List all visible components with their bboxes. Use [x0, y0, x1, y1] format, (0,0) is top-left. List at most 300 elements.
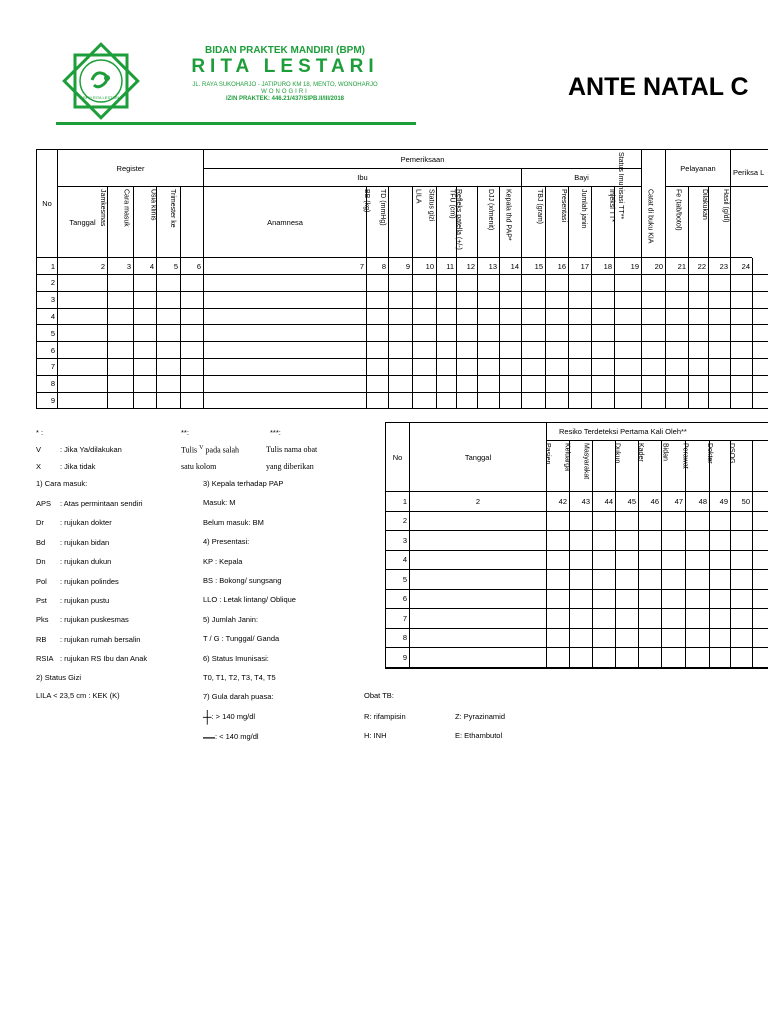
- risk-data-cell[interactable]: [409, 531, 546, 551]
- risk-data-cell[interactable]: [685, 531, 709, 551]
- data-cell[interactable]: [521, 275, 545, 292]
- risk-data-cell[interactable]: [546, 629, 569, 649]
- data-cell[interactable]: [203, 393, 366, 410]
- risk-data-cell[interactable]: [592, 512, 615, 532]
- data-cell[interactable]: [133, 292, 156, 309]
- data-cell[interactable]: [545, 376, 568, 393]
- risk-data-cell[interactable]: [685, 648, 709, 668]
- data-cell[interactable]: [591, 292, 614, 309]
- data-cell[interactable]: [436, 359, 456, 376]
- risk-data-cell[interactable]: [661, 570, 685, 590]
- data-cell[interactable]: [708, 393, 730, 410]
- data-cell[interactable]: [366, 309, 388, 326]
- data-cell[interactable]: [477, 342, 499, 359]
- data-cell[interactable]: [388, 309, 412, 326]
- data-cell[interactable]: [477, 393, 499, 410]
- risk-data-cell[interactable]: [661, 609, 685, 629]
- data-cell[interactable]: [203, 376, 366, 393]
- data-cell[interactable]: [591, 342, 614, 359]
- risk-data-cell[interactable]: [685, 609, 709, 629]
- data-cell[interactable]: [156, 376, 180, 393]
- data-cell[interactable]: [57, 393, 107, 410]
- data-cell[interactable]: [57, 376, 107, 393]
- data-cell[interactable]: [688, 393, 708, 410]
- risk-data-cell[interactable]: [592, 648, 615, 668]
- data-cell[interactable]: [133, 376, 156, 393]
- data-cell[interactable]: [641, 359, 665, 376]
- data-cell[interactable]: [752, 393, 768, 410]
- data-cell[interactable]: [203, 309, 366, 326]
- data-cell[interactable]: [752, 275, 768, 292]
- data-cell[interactable]: [388, 325, 412, 342]
- data-cell[interactable]: [591, 325, 614, 342]
- data-cell[interactable]: [521, 359, 545, 376]
- data-cell[interactable]: [521, 342, 545, 359]
- risk-data-cell[interactable]: [709, 648, 730, 668]
- data-cell[interactable]: [477, 325, 499, 342]
- data-cell[interactable]: [107, 275, 133, 292]
- risk-data-cell[interactable]: [709, 590, 730, 610]
- data-cell[interactable]: [614, 325, 641, 342]
- risk-data-cell[interactable]: [709, 570, 730, 590]
- risk-data-cell[interactable]: [638, 570, 661, 590]
- data-cell[interactable]: [456, 325, 477, 342]
- risk-data-cell[interactable]: [752, 609, 768, 629]
- data-cell[interactable]: [107, 359, 133, 376]
- data-cell[interactable]: [388, 342, 412, 359]
- data-cell[interactable]: [568, 292, 591, 309]
- risk-data-cell[interactable]: [685, 512, 709, 532]
- risk-data-cell[interactable]: [546, 648, 569, 668]
- data-cell[interactable]: [591, 393, 614, 410]
- risk-data-cell[interactable]: [730, 570, 752, 590]
- data-cell[interactable]: [614, 292, 641, 309]
- data-cell[interactable]: [107, 309, 133, 326]
- risk-data-cell[interactable]: [592, 570, 615, 590]
- data-cell[interactable]: [477, 292, 499, 309]
- data-cell[interactable]: [180, 376, 203, 393]
- data-cell[interactable]: [568, 393, 591, 410]
- risk-data-cell[interactable]: [569, 629, 592, 649]
- data-cell[interactable]: [614, 342, 641, 359]
- data-cell[interactable]: [665, 359, 688, 376]
- risk-data-cell[interactable]: [546, 551, 569, 571]
- data-cell[interactable]: [591, 309, 614, 326]
- data-cell[interactable]: [203, 359, 366, 376]
- clinic-address: JL. RAYA SUKOHARJO - JATIPURO KM 18, MENTO, WONOHARJO: [192, 82, 378, 88]
- data-cell[interactable]: [412, 359, 436, 376]
- data-cell[interactable]: [436, 325, 456, 342]
- data-cell[interactable]: [107, 342, 133, 359]
- data-cell[interactable]: [499, 275, 521, 292]
- data-cell[interactable]: [521, 393, 545, 410]
- data-cell[interactable]: [57, 325, 107, 342]
- data-cell[interactable]: [708, 376, 730, 393]
- data-cell[interactable]: [499, 393, 521, 410]
- data-cell[interactable]: [180, 325, 203, 342]
- data-cell[interactable]: [436, 292, 456, 309]
- data-cell[interactable]: [665, 292, 688, 309]
- col-header-rotated: [608, 187, 641, 258]
- risk-data-cell[interactable]: [730, 531, 752, 551]
- data-cell[interactable]: [57, 309, 107, 326]
- risk-data-cell[interactable]: [709, 551, 730, 571]
- risk-data-cell[interactable]: [638, 648, 661, 668]
- risk-data-cell[interactable]: [685, 570, 709, 590]
- risk-data-cell[interactable]: [730, 551, 752, 571]
- data-cell[interactable]: [180, 393, 203, 410]
- data-cell[interactable]: [499, 292, 521, 309]
- data-cell[interactable]: [366, 393, 388, 410]
- risk-data-cell[interactable]: [592, 629, 615, 649]
- data-cell[interactable]: [107, 325, 133, 342]
- data-cell[interactable]: [499, 325, 521, 342]
- data-cell[interactable]: [133, 275, 156, 292]
- data-cell[interactable]: [133, 393, 156, 410]
- data-cell[interactable]: [456, 292, 477, 309]
- data-cell[interactable]: [107, 292, 133, 309]
- data-cell[interactable]: [477, 309, 499, 326]
- data-cell[interactable]: [752, 376, 768, 393]
- risk-data-cell[interactable]: [569, 570, 592, 590]
- risk-data-cell[interactable]: [709, 531, 730, 551]
- data-cell[interactable]: [388, 292, 412, 309]
- data-cell[interactable]: [456, 309, 477, 326]
- risk-data-cell[interactable]: [661, 648, 685, 668]
- legend-code-text: : Atas permintaan sendiri: [60, 499, 143, 508]
- risk-data-cell[interactable]: [409, 590, 546, 610]
- risk-data-cell[interactable]: [409, 609, 546, 629]
- risk-data-cell[interactable]: [752, 512, 768, 532]
- data-cell[interactable]: [591, 275, 614, 292]
- data-cell[interactable]: [456, 376, 477, 393]
- data-cell[interactable]: [545, 309, 568, 326]
- data-cell[interactable]: [436, 393, 456, 410]
- data-cell[interactable]: [156, 325, 180, 342]
- legend-item: BS : Bokong/ sungsang: [203, 576, 282, 585]
- risk-data-cell[interactable]: [730, 512, 752, 532]
- risk-data-cell[interactable]: [752, 570, 768, 590]
- data-cell[interactable]: [708, 342, 730, 359]
- document-title: ANTE NATAL C: [568, 73, 749, 101]
- data-cell[interactable]: [412, 309, 436, 326]
- data-cell[interactable]: [614, 393, 641, 410]
- data-cell[interactable]: [730, 292, 752, 309]
- data-cell[interactable]: [708, 275, 730, 292]
- data-cell[interactable]: [499, 359, 521, 376]
- risk-data-cell[interactable]: [615, 590, 638, 610]
- data-cell[interactable]: [477, 359, 499, 376]
- risk-data-cell[interactable]: [592, 551, 615, 571]
- data-cell[interactable]: [730, 325, 752, 342]
- data-cell[interactable]: [545, 393, 568, 410]
- data-cell[interactable]: [708, 292, 730, 309]
- risk-data-cell[interactable]: [615, 570, 638, 590]
- data-cell[interactable]: [708, 325, 730, 342]
- data-cell[interactable]: [665, 376, 688, 393]
- risk-data-cell[interactable]: [546, 590, 569, 610]
- data-cell[interactable]: [641, 393, 665, 410]
- risk-data-cell[interactable]: [592, 609, 615, 629]
- data-cell[interactable]: [614, 275, 641, 292]
- data-cell[interactable]: [203, 325, 366, 342]
- risk-data-cell[interactable]: [685, 590, 709, 610]
- data-cell[interactable]: [133, 309, 156, 326]
- data-cell[interactable]: [591, 359, 614, 376]
- data-cell[interactable]: [456, 359, 477, 376]
- data-cell[interactable]: [57, 292, 107, 309]
- risk-data-cell[interactable]: [638, 609, 661, 629]
- data-cell[interactable]: [614, 359, 641, 376]
- data-cell[interactable]: [545, 359, 568, 376]
- data-cell[interactable]: [388, 275, 412, 292]
- risk-data-cell[interactable]: [409, 629, 546, 649]
- data-cell[interactable]: [708, 359, 730, 376]
- risk-data-cell[interactable]: [752, 551, 768, 571]
- data-cell[interactable]: [456, 275, 477, 292]
- risk-data-cell[interactable]: [615, 551, 638, 571]
- data-cell[interactable]: [641, 292, 665, 309]
- data-cell[interactable]: [688, 359, 708, 376]
- data-cell[interactable]: [499, 309, 521, 326]
- data-cell[interactable]: [107, 393, 133, 410]
- risk-data-cell[interactable]: [569, 590, 592, 610]
- data-cell[interactable]: [388, 359, 412, 376]
- data-cell[interactable]: [133, 359, 156, 376]
- data-cell[interactable]: [545, 325, 568, 342]
- risk-data-cell[interactable]: [569, 551, 592, 571]
- risk-data-cell[interactable]: [709, 609, 730, 629]
- data-cell[interactable]: [388, 393, 412, 410]
- data-cell[interactable]: [366, 376, 388, 393]
- data-cell[interactable]: [641, 376, 665, 393]
- risk-data-cell[interactable]: [661, 512, 685, 532]
- risk-data-cell[interactable]: [409, 570, 546, 590]
- data-cell[interactable]: [688, 292, 708, 309]
- data-cell[interactable]: [366, 325, 388, 342]
- risk-column-number-cell: 42: [546, 492, 569, 512]
- data-cell[interactable]: [752, 309, 768, 326]
- data-cell[interactable]: [156, 359, 180, 376]
- data-cell[interactable]: [156, 309, 180, 326]
- data-cell[interactable]: [412, 325, 436, 342]
- data-cell[interactable]: [156, 275, 180, 292]
- risk-data-cell[interactable]: [615, 531, 638, 551]
- data-cell[interactable]: [568, 359, 591, 376]
- risk-data-cell[interactable]: [638, 531, 661, 551]
- data-cell[interactable]: [499, 342, 521, 359]
- data-cell[interactable]: [180, 275, 203, 292]
- risk-data-cell[interactable]: [661, 551, 685, 571]
- legend-tulis-2: Tulis nama obat: [266, 445, 318, 454]
- risk-data-cell[interactable]: [685, 551, 709, 571]
- data-cell[interactable]: [156, 342, 180, 359]
- data-cell[interactable]: [180, 359, 203, 376]
- data-cell[interactable]: [521, 376, 545, 393]
- risk-data-cell[interactable]: [569, 648, 592, 668]
- risk-row-number-cell: 5: [385, 570, 409, 590]
- data-cell[interactable]: [156, 393, 180, 410]
- risk-data-cell[interactable]: [661, 531, 685, 551]
- data-cell[interactable]: [688, 275, 708, 292]
- data-cell[interactable]: [180, 342, 203, 359]
- data-cell[interactable]: [665, 325, 688, 342]
- data-cell[interactable]: [688, 309, 708, 326]
- risk-col-header-label: Keluarga: [563, 443, 571, 472]
- risk-data-cell[interactable]: [752, 629, 768, 649]
- col-header-label: TD (mmHg): [378, 189, 386, 226]
- risk-data-cell[interactable]: [638, 629, 661, 649]
- data-cell[interactable]: [730, 342, 752, 359]
- data-cell[interactable]: [641, 309, 665, 326]
- data-cell[interactable]: [591, 376, 614, 393]
- data-cell[interactable]: [688, 342, 708, 359]
- risk-data-cell[interactable]: [409, 648, 546, 668]
- data-cell[interactable]: [412, 342, 436, 359]
- risk-data-cell[interactable]: [730, 609, 752, 629]
- risk-data-cell[interactable]: [569, 531, 592, 551]
- data-cell[interactable]: [180, 309, 203, 326]
- risk-data-cell[interactable]: [685, 629, 709, 649]
- risk-data-cell[interactable]: [546, 531, 569, 551]
- data-cell[interactable]: [730, 359, 752, 376]
- data-cell[interactable]: [366, 275, 388, 292]
- data-cell[interactable]: [180, 292, 203, 309]
- data-cell[interactable]: [641, 325, 665, 342]
- risk-data-cell[interactable]: [615, 609, 638, 629]
- data-cell[interactable]: [107, 376, 133, 393]
- risk-col-header-label: DSOG: [727, 443, 735, 464]
- data-cell[interactable]: [477, 376, 499, 393]
- data-cell[interactable]: [436, 275, 456, 292]
- data-cell[interactable]: [730, 376, 752, 393]
- risk-data-cell[interactable]: [615, 512, 638, 532]
- col-header-rotated: [378, 187, 412, 258]
- risk-data-cell[interactable]: [409, 551, 546, 571]
- data-cell[interactable]: [456, 393, 477, 410]
- legend-cara-masuk-title: 1) Cara masuk:: [36, 479, 88, 488]
- data-cell[interactable]: [203, 292, 366, 309]
- data-cell[interactable]: [568, 342, 591, 359]
- risk-data-cell[interactable]: [661, 590, 685, 610]
- risk-data-cell[interactable]: [546, 512, 569, 532]
- risk-data-cell[interactable]: [709, 512, 730, 532]
- data-cell[interactable]: [133, 325, 156, 342]
- data-cell[interactable]: [436, 342, 456, 359]
- risk-data-cell[interactable]: [638, 512, 661, 532]
- data-cell[interactable]: [614, 376, 641, 393]
- data-cell[interactable]: [366, 292, 388, 309]
- risk-data-cell[interactable]: [661, 629, 685, 649]
- data-cell[interactable]: [730, 393, 752, 410]
- data-cell[interactable]: [521, 309, 545, 326]
- risk-data-cell[interactable]: [615, 648, 638, 668]
- data-cell[interactable]: [752, 342, 768, 359]
- data-cell[interactable]: [752, 292, 768, 309]
- risk-data-cell[interactable]: [569, 512, 592, 532]
- data-cell[interactable]: [752, 325, 768, 342]
- data-cell[interactable]: [568, 309, 591, 326]
- data-cell[interactable]: [57, 342, 107, 359]
- data-cell[interactable]: [568, 376, 591, 393]
- risk-data-cell[interactable]: [592, 590, 615, 610]
- data-cell[interactable]: [614, 309, 641, 326]
- data-cell[interactable]: [521, 325, 545, 342]
- risk-data-cell[interactable]: [730, 629, 752, 649]
- data-cell[interactable]: [545, 342, 568, 359]
- data-cell[interactable]: [203, 342, 366, 359]
- data-cell[interactable]: [688, 376, 708, 393]
- risk-data-cell[interactable]: [752, 648, 768, 668]
- column-number-cell: 13: [477, 258, 499, 275]
- data-cell[interactable]: [57, 359, 107, 376]
- data-cell[interactable]: [568, 325, 591, 342]
- risk-col-header-rotated: [706, 441, 730, 492]
- data-cell[interactable]: [521, 292, 545, 309]
- data-cell[interactable]: [665, 309, 688, 326]
- data-cell[interactable]: [412, 275, 436, 292]
- risk-data-cell[interactable]: [592, 531, 615, 551]
- data-cell[interactable]: [641, 342, 665, 359]
- risk-data-cell[interactable]: [638, 551, 661, 571]
- data-cell[interactable]: [665, 342, 688, 359]
- data-cell[interactable]: [436, 309, 456, 326]
- data-cell[interactable]: [412, 292, 436, 309]
- data-cell[interactable]: [545, 275, 568, 292]
- risk-data-cell[interactable]: [752, 531, 768, 551]
- data-cell[interactable]: [388, 376, 412, 393]
- data-cell[interactable]: [366, 359, 388, 376]
- data-cell[interactable]: [477, 275, 499, 292]
- data-cell[interactable]: [568, 275, 591, 292]
- column-number-cell: 12: [456, 258, 477, 275]
- clinic-license: IZIN PRAKTEK: 446.21/437/SIPB.II/III/2018: [225, 96, 345, 102]
- data-cell[interactable]: [752, 359, 768, 376]
- risk-data-cell[interactable]: [709, 629, 730, 649]
- risk-data-cell[interactable]: [546, 609, 569, 629]
- data-cell[interactable]: [730, 309, 752, 326]
- data-cell[interactable]: [456, 342, 477, 359]
- risk-data-cell[interactable]: [409, 512, 546, 532]
- risk-data-cell[interactable]: [569, 609, 592, 629]
- data-cell[interactable]: [708, 309, 730, 326]
- col-header-status-imunisasi-label: Status Imunisasi TT**: [616, 152, 624, 220]
- risk-data-cell[interactable]: [730, 648, 752, 668]
- data-cell[interactable]: [57, 275, 107, 292]
- risk-data-cell[interactable]: [730, 590, 752, 610]
- data-cell[interactable]: [730, 275, 752, 292]
- risk-data-cell[interactable]: [638, 590, 661, 610]
- data-cell[interactable]: [436, 376, 456, 393]
- data-cell[interactable]: [545, 292, 568, 309]
- risk-data-cell[interactable]: [615, 629, 638, 649]
- data-cell[interactable]: [665, 393, 688, 410]
- data-cell[interactable]: [156, 292, 180, 309]
- data-cell[interactable]: [366, 342, 388, 359]
- data-cell[interactable]: [412, 393, 436, 410]
- data-cell[interactable]: [665, 275, 688, 292]
- risk-data-cell[interactable]: [752, 590, 768, 610]
- data-cell[interactable]: [133, 342, 156, 359]
- column-number-cell: 7: [203, 258, 366, 275]
- data-cell[interactable]: [641, 275, 665, 292]
- data-cell[interactable]: [203, 275, 366, 292]
- col-header-label: Kepala thd PAP*: [504, 189, 512, 241]
- data-cell[interactable]: [499, 376, 521, 393]
- risk-data-cell[interactable]: [546, 570, 569, 590]
- data-cell[interactable]: [688, 325, 708, 342]
- data-cell[interactable]: [412, 376, 436, 393]
